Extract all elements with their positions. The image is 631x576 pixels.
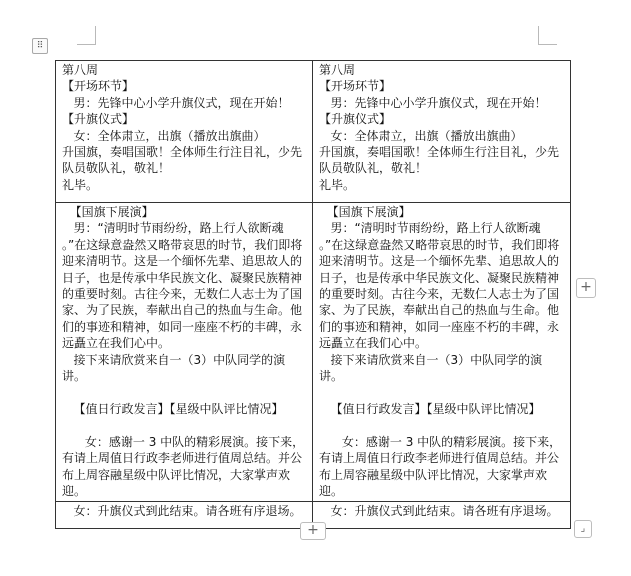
table-cell-left-speech[interactable]: 【国旗下展演】 男：“清明时节雨纷纷，路上行人欲断魂 。”在这绿意盎然又略带哀思的时节，我们即将迎来清明节。这是一个缅怀先辈、追思故人的日子，也是传承中华民族文化、凝聚民族精神的重要时刻。古往今来，无数仁人志士为了国家、为了民族，奉献出自己的热血与生命。他们的事迹和精神，如同一座座不朽的丰碑，永远矗立在我们心中。 接下来请欣赏来自一（3）中队同学的演讲。 【值日行政发言】【星级中队评比情况】 女：感谢一 3 中队的精彩展演。接下来，有请上周值日行政李老师进行值周总结。并公布上周容融星级中队评比情况，大家掌声欢迎。 (56, 203, 313, 502)
table-row (56, 203, 571, 502)
table-row (56, 61, 571, 203)
page-corner-mark-left (77, 26, 96, 45)
table-resize-icon[interactable]: ⌟ (574, 520, 592, 538)
add-row-plus-icon[interactable]: + (300, 522, 326, 540)
table-cell-left-closing[interactable]: 女：升旗仪式到此结束。请各班有序退场。 (56, 502, 313, 529)
add-column-plus-icon[interactable]: + (576, 278, 596, 298)
page-corner-mark-right (538, 26, 557, 45)
table-cell-left-opening[interactable]: 第八周 【开场环节】 男：先锋中心小学升旗仪式，现在开始！ 【升旗仪式】 女：全体肃立，出旗（播放出旗曲） 升国旗，奏唱国歌！全体师生行注目礼，少先队员敬队礼，敬礼！ 礼毕。 (56, 61, 313, 203)
table-cell-right-opening[interactable]: 第八周 【开场环节】 男：先锋中心小学升旗仪式，现在开始！ 【升旗仪式】 女：全体肃立，出旗（播放出旗曲） 升国旗，奏唱国歌！全体师生行注目礼，少先队员敬队礼，敬礼！ 礼毕。 (313, 61, 571, 203)
table-move-handle-icon[interactable]: ⠿ (32, 38, 48, 54)
table-cell-right-speech[interactable]: 【国旗下展演】 男：“清明时节雨纷纷，路上行人欲断魂 。”在这绿意盎然又略带哀思的时节，我们即将迎来清明节。这是一个缅怀先辈、追思故人的日子，也是传承中华民族文化、凝聚民族精神的重要时刻。古往今来，无数仁人志士为了国家、为了民族，奉献出自己的热血与生命。他们的事迹和精神，如同一座座不朽的丰碑，永远矗立在我们心中。 接下来请欣赏来自一（3）中队同学的演讲。 【值日行政发言】【星级中队评比情况】 女：感谢一 3 中队的精彩展演。接下来，有请上周值日行政李老师进行值周总结。并公布上周容融星级中队评比情况，大家掌声欢迎。 (313, 203, 571, 502)
document-table (55, 60, 571, 529)
table-cell-right-closing[interactable]: 女：升旗仪式到此结束。请各班有序退场。 (313, 502, 571, 529)
